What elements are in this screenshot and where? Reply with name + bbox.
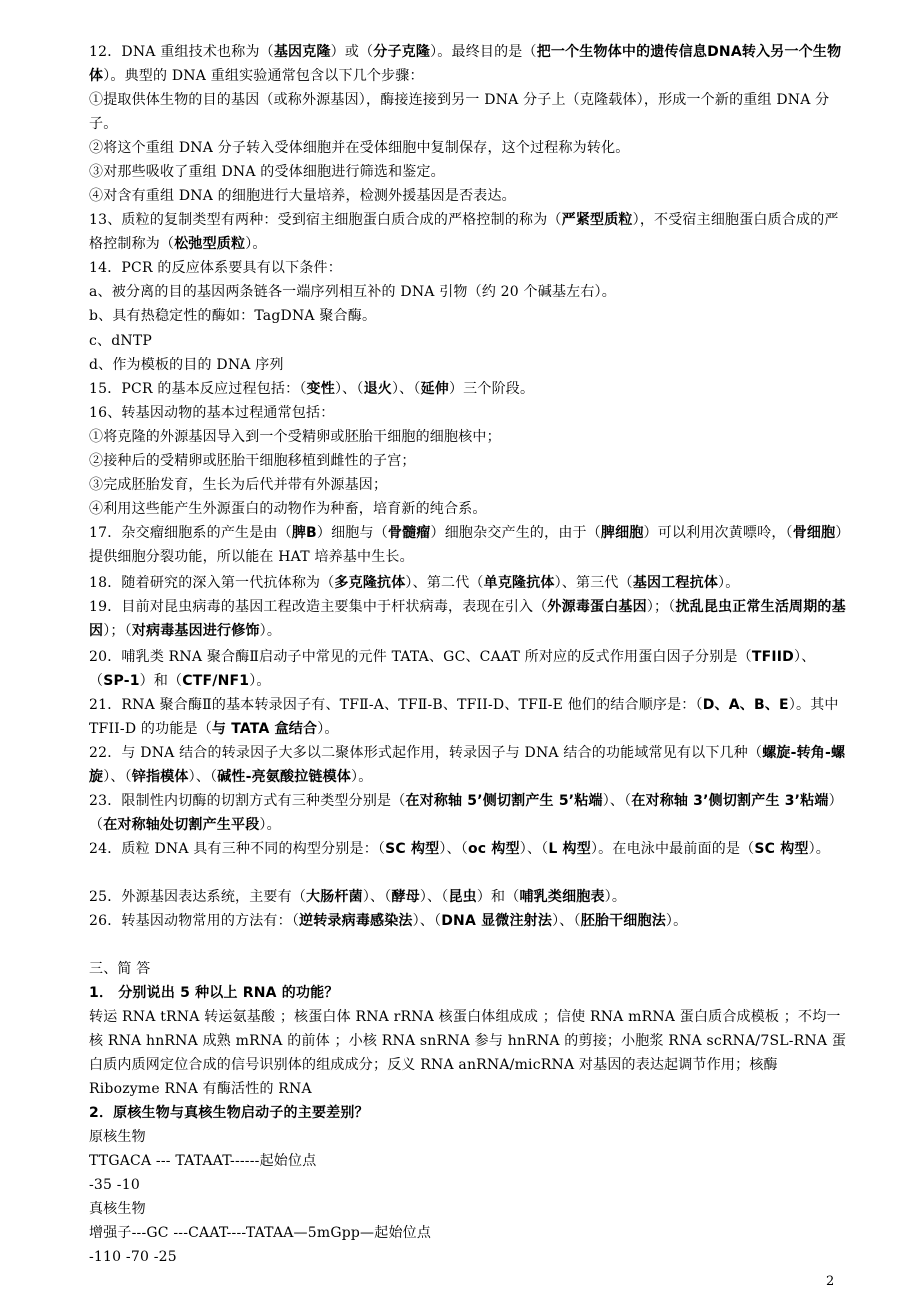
answer: 螺旋-转角-螺旋	[89, 745, 846, 785]
answer: 大肠杆菌	[306, 889, 363, 905]
question-title: 1． 分别说出 5 种以上 RNA 的功能？	[89, 985, 339, 1001]
question-21: 21．RNA 聚合酶Ⅱ的基本转录因子有、TFⅡ-A、TFⅡ-B、TFII-D、TFⅡ-E 他们的结合顺序是：（D、A、B、E）。其中 TFII-D 的功能是（与 TATA 盒结合）。	[89, 697, 839, 737]
answer: 在对称轴 3’侧切割产生 3’粘端	[631, 793, 829, 809]
question-15: 15．PCR 的基本反应过程包括：（变性）、（退火）、（延伸）三个阶段。	[89, 381, 535, 397]
text-line: -35 -10	[89, 1177, 140, 1193]
answer: CTF/NF1	[182, 673, 250, 689]
text-line: 真核生物	[89, 1201, 146, 1217]
question-title: 2．原核生物与真核生物启动子的主要差别？	[89, 1105, 369, 1121]
question-24: 24．质粒 DNA 具有三种不同的构型分别是：（SC 构型）、（oc 构型）、（L 构型）。在电泳中最前面的是（SC 构型）。	[89, 841, 831, 857]
section-heading: 三、简 答	[89, 961, 151, 977]
answer: 多克隆抗体	[334, 575, 406, 591]
question-18: 18．随着研究的深入第一代抗体称为（多克隆抗体）、第二代（单克隆抗体）、第三代（基因工程抗体）。	[89, 575, 740, 591]
answer: 胚胎干细胞法	[580, 913, 666, 929]
answer: 哺乳类细胞表	[519, 889, 605, 905]
text-line: -110 -70 -25	[89, 1249, 177, 1265]
step-item: ②将这个重组 DNA 分子转入受体细胞并在受体细胞中复制保存，这个过程称为转化。	[89, 140, 630, 156]
answer: 与 TATA 盒结合	[211, 721, 318, 737]
question-20: 20．哺乳类 RNA 聚合酶Ⅱ启动子中常见的元件 TATA、GC、CAAT 所对应的反式作用蛋白因子分别是（TFIID）、（SP-1）和（CTF/NF1）。	[89, 649, 816, 689]
answer: 单克隆抗体	[483, 575, 555, 591]
question-25: 25．外源基因表达系统，主要有（大肠杆菌）、（酵母）、（昆虫）和（哺乳类细胞表）。	[89, 889, 627, 905]
step-item: ③对那些吸收了重组 DNA 的受体细胞进行筛选和鉴定。	[89, 164, 445, 180]
question-14: 14．PCR 的反应体系要具有以下条件：	[89, 260, 342, 276]
condition-item: a、被分离的目的基因两条链各一端序列相互补的 DNA 引物（约 20 个碱基左右）。	[89, 284, 616, 300]
answer: 碱性-亮氨酸拉链模体	[217, 769, 352, 785]
step-item: ④利用这些能产生外源蛋白的动物作为种畜，培育新的纯合系。	[89, 501, 487, 517]
question-13: 13、质粒的复制类型有两种：受到宿主细胞蛋白质合成的严格控制的称为（严紧型质粒），不受宿主细胞蛋白质合成的严格控制称为（松弛型质粒）。	[89, 212, 839, 252]
answer: 脾B	[291, 525, 317, 541]
condition-item: c、dNTP	[89, 333, 153, 349]
answer: 基因工程抗体	[632, 575, 719, 591]
answer: 分子克隆	[373, 44, 431, 60]
question-22: 22．与 DNA 结合的转录因子大多以二聚体形式起作用，转录因子与 DNA 结合的功能域常见有以下几种（螺旋-转角-螺旋）、（锌指模体）、（碱性-亮氨酸拉链模体）。	[89, 745, 846, 785]
condition-item: b、具有热稳定性的酶如：TagDNA 聚合酶。	[89, 308, 377, 324]
answer: 锌指模体	[131, 769, 189, 785]
answer: 对病毒基因进行修饰	[131, 623, 260, 639]
answer: DNA 显微注射法	[441, 913, 553, 929]
question-23: 23．限制性内切酶的切割方式有三种类型分别是（在对称轴 5’侧切割产生 5’粘端）、（在对称轴 3’侧切割产生 3’粘端）（在对称轴处切割产生平段）。	[89, 793, 843, 833]
answer: 酵母	[391, 889, 420, 905]
answer: 退火	[363, 381, 392, 397]
text-line: 原核生物	[89, 1129, 146, 1145]
answer: 在对称轴 5’侧切割产生 5’粘端	[405, 793, 603, 809]
answer: 骨髓瘤	[387, 525, 431, 541]
question-17: 17．杂交瘤细胞系的产生是由（脾B）细胞与（骨髓瘤）细胞杂交产生的，由于（脾细胞）可以利用次黄嘌呤，（骨细胞）提供细胞分裂功能，所以能在 HAT 培养基中生长。	[89, 525, 843, 565]
text-line: 增强子---GC ---CAAT----TATAA—5mGpp—起始位点	[89, 1225, 432, 1241]
answer: oc 构型	[467, 841, 520, 857]
question-26: 26．转基因动物常用的方法有：（逆转录病毒感染法）、（DNA 显微注射法）、（胚胎干细胞法）。	[89, 913, 688, 929]
step-item: ①将克隆的外源基因导入到一个受精卵或胚胎干细胞的细胞核中；	[89, 429, 501, 445]
answer: 骨细胞	[792, 525, 836, 541]
answer: SP-1	[103, 673, 140, 689]
answer: 变性	[306, 381, 335, 397]
answer: 基因克隆	[273, 44, 331, 60]
answer: 昆虫	[448, 889, 477, 905]
answer: 延伸	[420, 381, 449, 397]
question-16: 16、转基因动物的基本过程通常包括：	[89, 405, 335, 421]
step-item: ④对含有重组 DNA 的细胞进行大量培养，检测外援基因是否表达。	[89, 188, 516, 204]
answer-paragraph: 转运 RNA tRNA 转运氨基酸 ；核蛋白体 RNA rRNA 核蛋白体组成成 ；信使 RNA mRNA 蛋白质合成模板 ；不均一核 RNA hnRNA 成熟 mRNA 的前体 ；小核 RNA snRNA 参与 hnRNA 的剪接；小胞浆 RNA scRNA/7SL-RNA 蛋白质内质网定位合成的信号识别体的组成成分；反义 RNA anRNA/micRNA 对基因的表达起调节作用；核酶 Ribozyme RNA 有酶活性的 RNA	[89, 1009, 847, 1097]
answer: D、A、B、E	[702, 697, 789, 713]
answer: 脾细胞	[600, 525, 644, 541]
answer: TFIID	[751, 649, 794, 665]
answer: 逆转录病毒感染法	[299, 913, 413, 929]
answer: 在对称轴处切割产生平段	[103, 817, 260, 833]
answer: 严紧型质粒	[561, 212, 633, 228]
answer: L 构型	[548, 841, 591, 857]
answer: SC 构型	[754, 841, 809, 857]
question-12: 12．DNA 重组技术也称为（基因克隆）或（分子克隆）。最终目的是（把一个生物体中的遗传信息DNA转入另一个生物体）。典型的 DNA 重组实验通常包含以下几个步骤：	[89, 44, 842, 84]
answer: SC 构型	[385, 841, 440, 857]
answer: 松弛型质粒	[174, 236, 246, 252]
answer: 把一个生物体中的遗传信息DNA转入另一个生物体	[89, 44, 842, 84]
question-19: 19．目前对昆虫病毒的基因工程改造主要集中于杆状病毒，表现在引入（外源毒蛋白基因）；（扰乱昆虫正常生活周期的基因）；（对病毒基因进行修饰）。	[89, 599, 846, 639]
text-line: TTGACA --- TATAAT------起始位点	[89, 1153, 317, 1169]
step-item: ③完成胚胎发育，生长为后代并带有外源基因；	[89, 477, 388, 493]
answer: 外源毒蛋白基因	[547, 599, 647, 615]
answer: 扰乱昆虫正常生活周期的基因	[89, 599, 846, 639]
step-item: ①提取供体生物的目的基因（或称外源基因），酶接连接到另一 DNA 分子上（克隆载体），形成一个新的重组 DNA 分子。	[89, 92, 830, 132]
page-number: 2	[826, 1274, 835, 1289]
step-item: ②接种后的受精卵或胚胎干细胞移植到雌性的子宫；	[89, 453, 416, 469]
condition-item: d、作为模板的目的 DNA 序列	[89, 357, 284, 373]
